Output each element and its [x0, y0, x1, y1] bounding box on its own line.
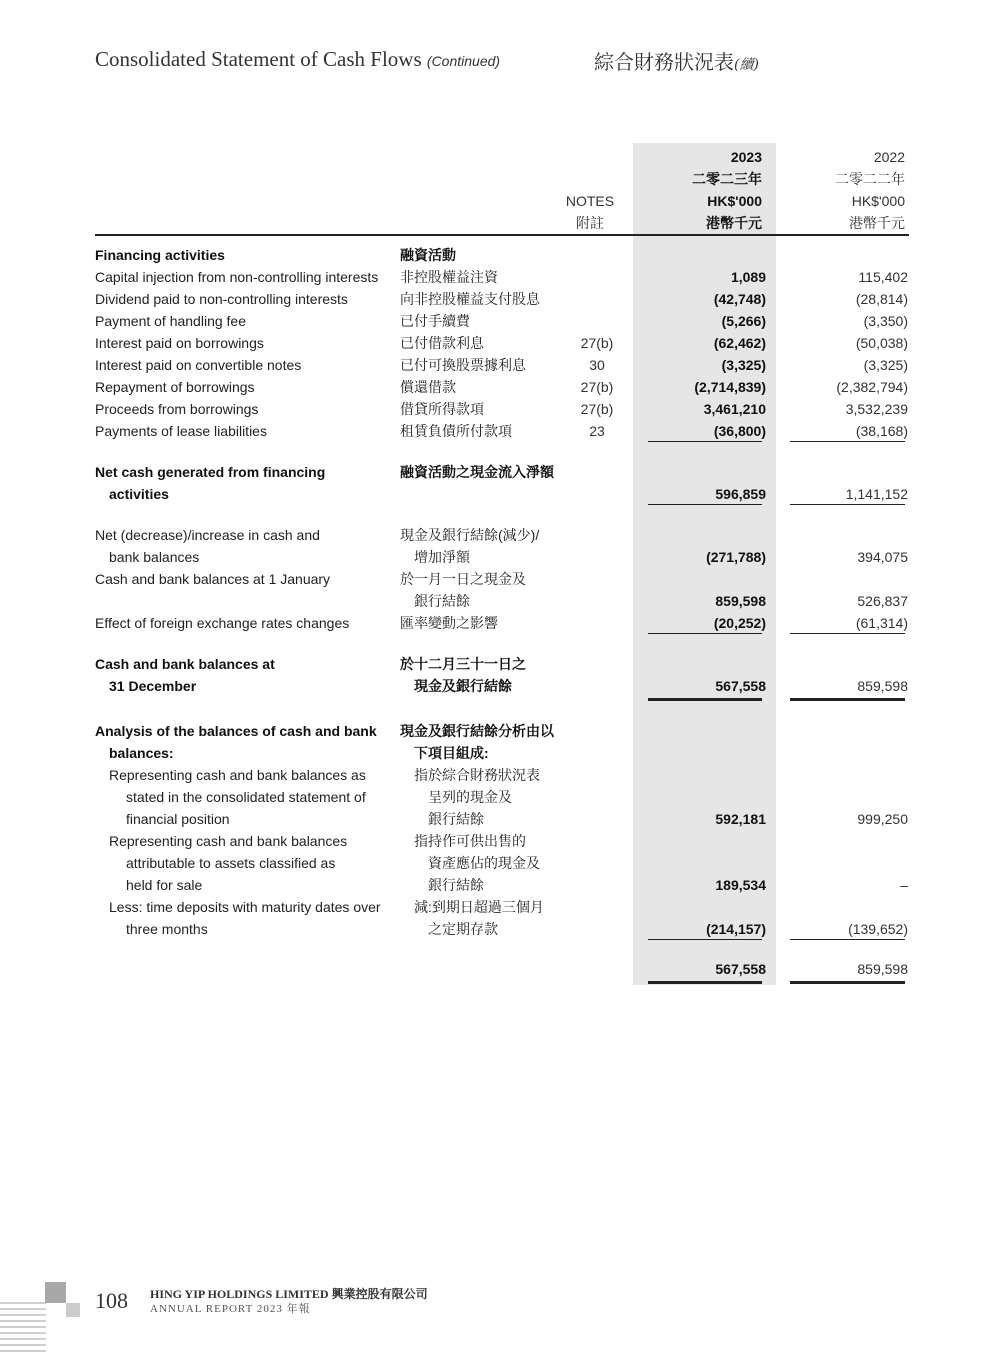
- row-note: 27(b): [580, 379, 614, 395]
- row-label: Repayment of borrowings: [95, 379, 255, 395]
- year-2023-label: 2023: [730, 149, 762, 165]
- total-rule-2022: [790, 981, 905, 984]
- row-label-zh: 償還借款: [400, 379, 456, 395]
- value-2023: (3,325): [721, 357, 766, 373]
- total-rule-2023: [648, 698, 762, 701]
- value-2023: (20,252): [713, 615, 766, 631]
- subtotal-rule-2023: [648, 939, 762, 940]
- section-heading-zh: 融資活動: [400, 247, 456, 263]
- section-heading-cont: balances:: [109, 745, 174, 761]
- value-2022: 394,075: [857, 549, 908, 565]
- row-label: Net (decrease)/increase in cash and: [95, 527, 320, 543]
- year-2022-label-zh: 二零二二年: [835, 171, 905, 187]
- year-2023-unit: HK$'000: [707, 193, 762, 209]
- value-2023: 596,859: [715, 486, 766, 502]
- row-label: Payment of handling fee: [95, 313, 246, 329]
- row-label: Net cash generated from financing: [95, 464, 326, 480]
- row-label: Proceeds from borrowings: [95, 401, 259, 417]
- row-label-zh-cont: 資產應佔的現金及: [428, 855, 540, 871]
- title-en-continued: (Continued): [426, 53, 501, 69]
- value-2023: 567,558: [715, 678, 766, 694]
- row-label-zh: 匯率變動之影響: [400, 615, 498, 631]
- value-2023: (36,800): [713, 423, 766, 439]
- row-label-cont: bank balances: [109, 549, 200, 565]
- row-note: 30: [589, 357, 605, 373]
- total-value-2022: 859,598: [857, 961, 908, 977]
- value-2022: (139,652): [848, 921, 908, 937]
- total-rule-2022: [790, 698, 905, 701]
- row-label-zh: 已付借款利息: [400, 335, 484, 351]
- row-label: Interest paid on borrowings: [95, 335, 264, 351]
- row-label-zh: 現金及銀行結餘(減少)/: [400, 527, 540, 543]
- row-label-zh-cont: 之定期存款: [428, 921, 498, 937]
- year-2023-column-header: [640, 146, 762, 234]
- subtotal-rule-2023: [648, 441, 762, 442]
- row-label-cont: three months: [126, 921, 208, 937]
- value-2022: (50,038): [855, 335, 908, 351]
- value-2022: 526,837: [857, 593, 908, 609]
- row-label: Cash and bank balances at: [95, 656, 275, 672]
- year-2023-unit-zh: 港幣千元: [706, 215, 762, 231]
- row-label-zh: 於十二月三十一日之: [400, 656, 526, 672]
- value-2022: (2,382,794): [836, 379, 908, 395]
- row-note: 27(b): [580, 401, 614, 417]
- row-label-zh-cont: 銀行結餘: [414, 593, 470, 609]
- value-2023: 3,461,210: [703, 401, 766, 417]
- row-note: 23: [589, 423, 605, 439]
- value-2023: (62,462): [713, 335, 766, 351]
- row-label: Dividend paid to non-controlling interests: [95, 291, 348, 307]
- row-label-zh-cont: 呈列的現金及: [428, 789, 512, 805]
- row-label: Representing cash and bank balances: [109, 833, 348, 849]
- subtotal-rule-2022: [790, 504, 905, 505]
- row-label-zh: 減:到期日超過三個月: [414, 899, 544, 915]
- total-value-2023: 567,558: [715, 961, 766, 977]
- row-label-zh: 融資活動之現金流入淨額: [400, 464, 554, 480]
- row-label-zh: 非控股權益注資: [400, 269, 498, 285]
- section-heading-zh: 現金及銀行結餘分析由以: [400, 723, 554, 739]
- row-label: Interest paid on convertible notes: [95, 357, 302, 373]
- row-label-zh: 已付手續費: [400, 313, 470, 329]
- value-2023: 189,534: [715, 877, 766, 893]
- notes-header-en: NOTES: [565, 193, 615, 209]
- footer-square-light: [66, 1303, 80, 1317]
- row-note: 27(b): [580, 335, 614, 351]
- value-2023: (214,157): [706, 921, 766, 937]
- title-en: Consolidated Statement of Cash Flows: [95, 47, 422, 71]
- value-2023: 1,089: [730, 269, 766, 285]
- subtotal-rule-2023: [648, 633, 762, 634]
- row-label-zh: 於一月一日之現金及: [400, 571, 526, 587]
- subtotal-rule-2023: [648, 504, 762, 505]
- row-label-cont: held for sale: [126, 877, 203, 893]
- footer-stripes: [0, 1302, 46, 1352]
- row-label-zh: 指於綜合財務狀況表: [414, 767, 540, 783]
- subtotal-rule-2022: [790, 441, 905, 442]
- row-label: Cash and bank balances at 1 January: [95, 571, 331, 587]
- row-label-cont: stated in the consolidated statement of: [126, 789, 366, 805]
- annual-report-label: ANNUAL REPORT 2023 年報: [150, 1303, 311, 1315]
- value-2023: 859,598: [715, 593, 766, 609]
- section-heading-zh-cont: 下項目組成:: [414, 745, 489, 761]
- footer-square-dark: [45, 1282, 66, 1303]
- notes-header-zh: 附註: [576, 215, 604, 231]
- year-2022-label: 2022: [873, 149, 905, 165]
- title-zh-continued: (續): [734, 57, 759, 73]
- value-2022: 999,250: [857, 811, 908, 827]
- row-label-zh-cont: 增加淨額: [414, 549, 470, 565]
- row-label-zh: 已付可換股票據利息: [400, 357, 526, 373]
- year-2022-column-header: [785, 146, 905, 234]
- subtotal-rule-2022: [790, 633, 905, 634]
- value-2022: (28,814): [855, 291, 908, 307]
- value-2022: 115,402: [858, 269, 908, 285]
- row-label-zh: 向非控股權益支付股息: [400, 291, 540, 307]
- company-name: HING YIP HOLDINGS LIMITED 興業控股有限公司: [150, 1287, 428, 1301]
- value-2022: 859,598: [857, 678, 908, 694]
- row-label: Effect of foreign exchange rates changes: [95, 615, 350, 631]
- year-2022-unit-zh: 港幣千元: [849, 215, 905, 231]
- notes-column-header: [560, 190, 620, 234]
- title-zh: 綜合財務狀況表: [594, 50, 734, 74]
- row-label: Capital injection from non-controlling interests: [95, 269, 379, 285]
- value-2022: (38,168): [855, 423, 908, 439]
- header-rule: [95, 234, 909, 236]
- value-2022: (3,325): [863, 357, 908, 373]
- row-label: Payments of lease liabilities: [95, 423, 267, 439]
- value-2023: (2,714,839): [694, 379, 766, 395]
- section-heading: Analysis of the balances of cash and bank: [95, 723, 377, 739]
- row-label-cont: attributable to assets classified as: [126, 855, 336, 871]
- page-title: [95, 47, 500, 72]
- row-label: Less: time deposits with maturity dates over: [109, 899, 381, 915]
- value-2022: 1,141,152: [845, 486, 908, 502]
- total-rule-2023: [648, 981, 762, 984]
- value-2022: 3,532,239: [845, 401, 908, 417]
- row-label-zh: 指持作可供出售的: [414, 833, 526, 849]
- row-label-zh: 借貸所得款項: [400, 401, 484, 417]
- section-heading: Financing activities: [95, 247, 225, 263]
- row-label: Representing cash and bank balances as: [109, 767, 366, 783]
- value-2022: (3,350): [863, 313, 908, 329]
- value-2022: (61,314): [855, 615, 908, 631]
- row-label-zh: 租賃負債所付款項: [400, 423, 512, 439]
- row-label-zh-cont: 銀行結餘: [428, 811, 484, 827]
- value-2023: (5,266): [721, 313, 766, 329]
- page-number: 108: [95, 1288, 128, 1313]
- value-2023: (271,788): [706, 549, 766, 565]
- row-label-cont: activities: [109, 486, 169, 502]
- value-2023: 592,181: [715, 811, 766, 827]
- year-2022-unit: HK$'000: [851, 193, 905, 209]
- row-label-cont: financial position: [126, 811, 230, 827]
- value-2023: (42,748): [713, 291, 766, 307]
- year-2023-label-zh: 二零二三年: [692, 171, 762, 187]
- row-label-zh-cont: 現金及銀行結餘: [414, 678, 512, 694]
- page-title-zh: [594, 46, 759, 75]
- row-label-zh-cont: 銀行結餘: [428, 877, 484, 893]
- value-2022: –: [900, 877, 908, 893]
- subtotal-rule-2022: [790, 939, 905, 940]
- row-label-cont: 31 December: [109, 678, 197, 694]
